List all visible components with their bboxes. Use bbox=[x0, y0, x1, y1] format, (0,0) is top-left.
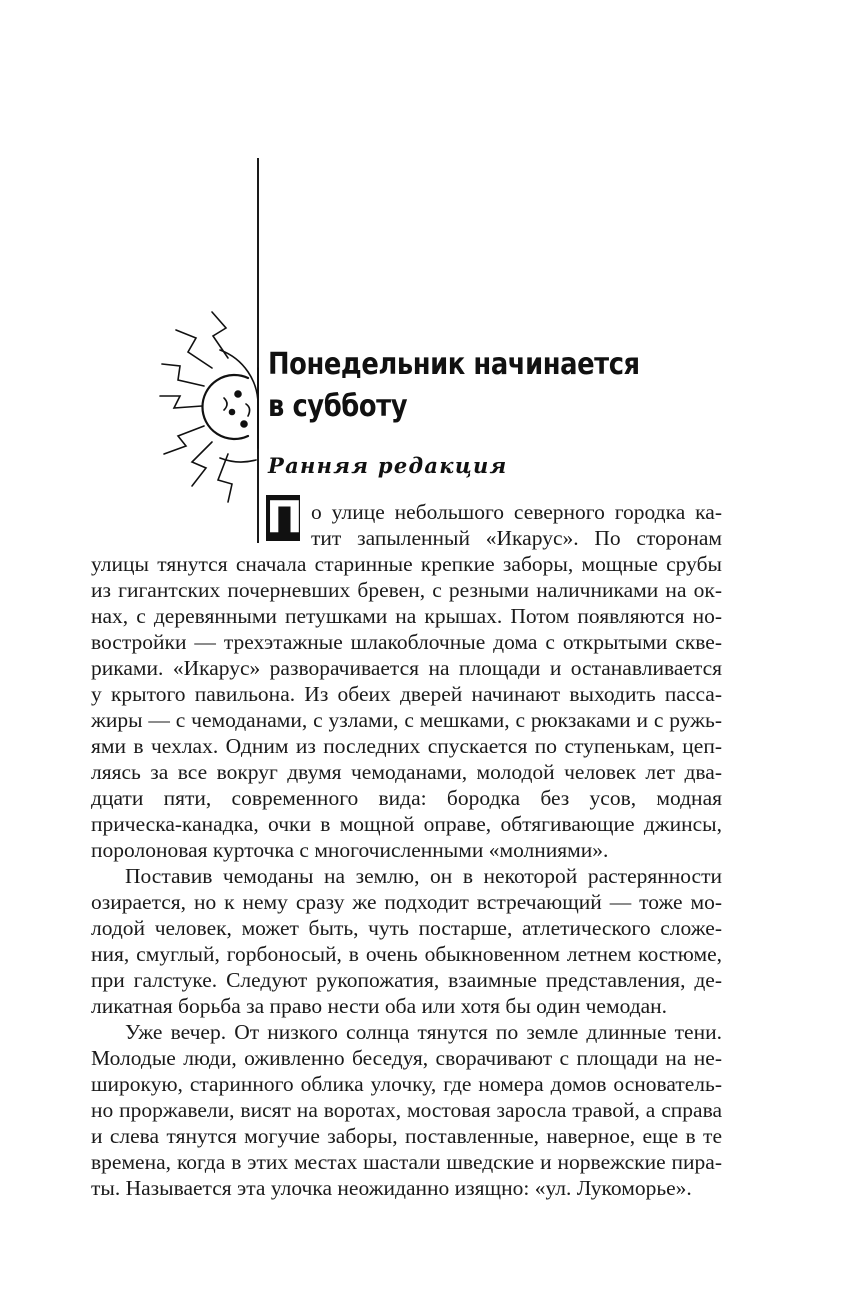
chapter-title-line-1: Понедельник начинается bbox=[268, 347, 640, 382]
chapter-title bbox=[268, 344, 640, 428]
text-line: ляясь за все вокруг двумя чемоданами, молодой человек лет два- bbox=[91, 760, 722, 784]
text-line: ями в чехлах. Одним из последних спускается по ступенькам, цеп- bbox=[91, 734, 722, 758]
text-line: востройки — трехэтажные шлакоблочные дома с открытыми скве- bbox=[91, 630, 722, 654]
text-line: улицы тянутся сначала старинные крепкие заборы, мощные срубы bbox=[91, 552, 722, 576]
text-line: и слева тянутся могучие заборы, поставленные, наверное, еще в те bbox=[91, 1124, 722, 1148]
text-line: дцати пяти, современного вида: бородка без усов, модная bbox=[91, 786, 722, 810]
text-line: тит запыленный «Икарус». По сторонам bbox=[311, 526, 722, 550]
text-line: лодой человек, может быть, чуть постарше, атлетического сложе- bbox=[91, 916, 722, 940]
text-line: из гигантских почерневших бревен, с резными наличниками на ок- bbox=[91, 578, 722, 602]
sun-moon-emblem-icon bbox=[158, 308, 262, 504]
text-line: широкую, старинного облика улочку, где номера домов основатель- bbox=[91, 1072, 722, 1096]
text-line: поролоновая курточка с многочисленными «молниями». bbox=[91, 838, 609, 862]
text-line: прическа-канадка, очки в мощной оправе, обтягивающие джинсы, bbox=[91, 812, 722, 836]
text-line: Молодые люди, оживленно беседуя, сворачивают с площади на не- bbox=[91, 1046, 722, 1070]
text-line: но проржавели, висят на воротах, мостовая заросла травой, а справа bbox=[91, 1098, 722, 1122]
text-line: времена, когда в этих местах шастали шведские и норвежские пира- bbox=[91, 1150, 722, 1174]
text-line: у крытого павильона. Из обеих дверей начинают выходить пасса- bbox=[91, 682, 722, 706]
text-line: озирается, но к нему сразу же подходит встречающий — тоже мо- bbox=[91, 890, 722, 914]
text-line: жиры — с чемоданами, с узлами, с мешками, с рюкзаками и с ружь- bbox=[91, 708, 722, 732]
chapter-subtitle: Ранняя редакция bbox=[268, 453, 508, 478]
text-line: при галстуке. Следуют рукопожатия, взаимные представления, де- bbox=[91, 968, 722, 992]
text-line: ния, смуглый, горбоносый, в очень обыкновенном летнем костюме, bbox=[91, 942, 722, 966]
text-line: ликатная борьба за право нести оба или хотя бы один чемодан. bbox=[91, 994, 668, 1018]
text-line: ты. Называется эта улочка неожиданно изящно: «ул. Лукоморье». bbox=[91, 1176, 692, 1200]
chapter-title-line-2: в субботу bbox=[268, 389, 408, 424]
drop-cap: П bbox=[266, 492, 303, 543]
text-line: Поставив чемоданы на землю, он в некоторой растерянности bbox=[125, 864, 722, 888]
text-line: Уже вечер. От низкого солнца тянутся по земле длинные тени. bbox=[125, 1020, 722, 1044]
text-line: нах, с деревянными петушками на крышах. Потом появляются но- bbox=[91, 604, 722, 628]
text-line: о улице небольшого северного городка ка- bbox=[311, 500, 722, 524]
text-line: риками. «Икарус» разворачивается на площади и останавливается bbox=[91, 656, 722, 680]
